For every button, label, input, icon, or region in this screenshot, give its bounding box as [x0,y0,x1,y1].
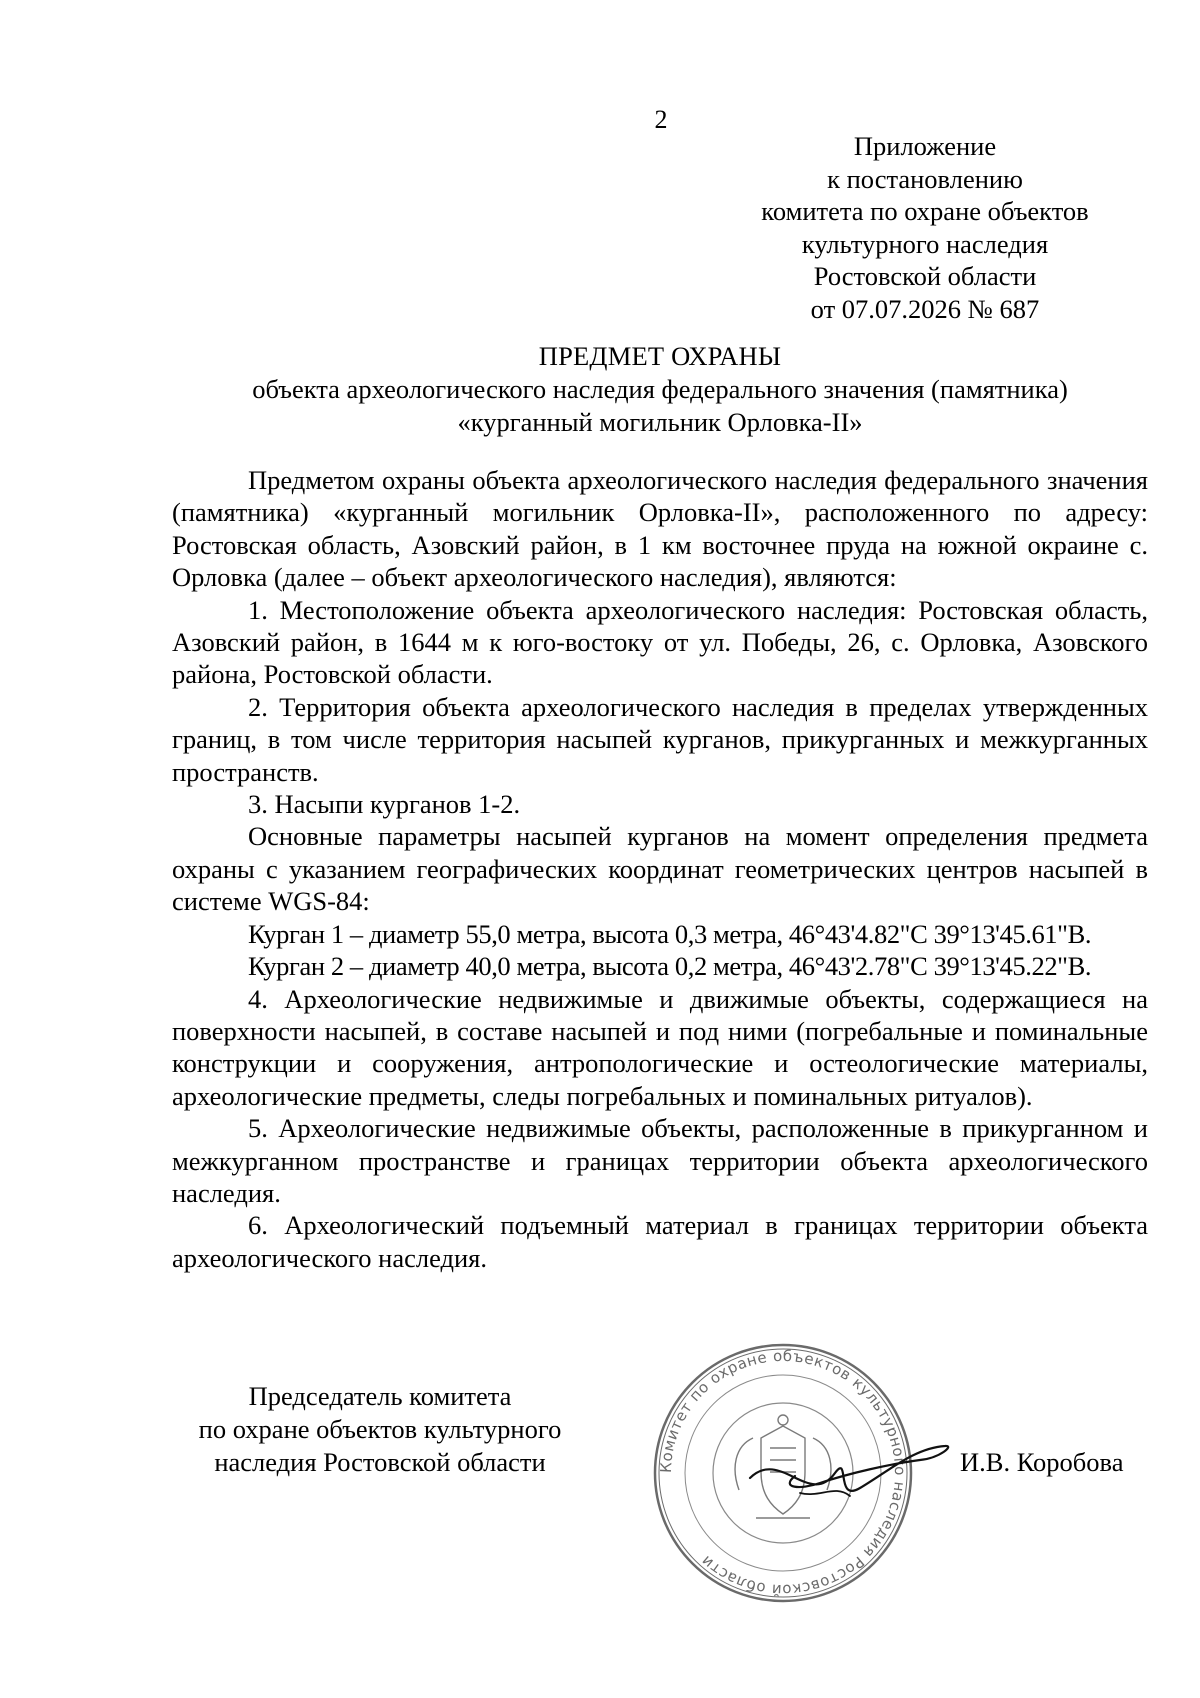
signer-position-line: наследия Ростовской области [214,1447,546,1477]
signer-position [170,1380,590,1479]
appendix-header [740,130,1110,326]
item-4-paragraph: 4. Археологические недвижимые и движимые объекты, содержащиеся на поверхности насыпей, в составе насыпей и под ними (погребальные и поминальные конструкции и сооружения, антропологические и остеологические материалы, археологические предметы, следы погребальных и поминальных ритуалов). [172,983,1148,1111]
title-subtitle: объекта археологического наследия федерального значения (памятника) [252,374,1068,404]
signer-position-line: по охране объектов культурного [198,1414,562,1444]
signer-position-line: Председатель комитета [248,1381,512,1411]
signer-name: И.В. Коробова [960,1447,1124,1477]
appendix-line: комитета по охране объектов [761,196,1089,227]
item-5-paragraph: 5. Археологические недвижимые объекты, расположенные в прикурганном и межкурганном пространстве и границах территории объекта археологического наследия. [172,1113,1148,1208]
params-paragraph: Основные параметры насыпей курганов на момент определения предмета охраны с указанием географических координат геометрических центров насыпей в системе WGS-84: [172,821,1148,917]
document-title [170,340,1150,439]
kurgan-2-paragraph: Курган 2 – диаметр 40,0 метра, высота 0,2 метра, 46°43'2.78"С 39°13'45.22"В. [248,951,1092,982]
title-main: ПРЕДМЕТ ОХРАНЫ [538,341,782,371]
appendix-line: Приложение [853,131,997,161]
intro-paragraph: Предметом охраны объекта археологического наследия федерального значения (памятника) «курганный могильник Орловка-II», расположенного по адресу: Ростовская область, Азовский район, в 1 км восточнее пруда на южной окраине с. Орловка (далее – объект археологического наследия), являются: [172,465,1148,593]
document-body [172,464,1148,1274]
title-object-name: «курганный могильник Орловка-II» [457,407,863,437]
handwritten-signature-icon [740,1418,960,1518]
item-1-paragraph: 1. Местоположение объекта археологического наследия: Ростовская область, Азовский район, в 1644 м к юго-востоку от ул. Победы, 26, с. Орловка, Азовского района, Ростовской области. [172,594,1148,690]
appendix-line: Ростовской области [813,261,1037,292]
kurgan-1-paragraph: Курган 1 – диаметр 55,0 метра, высота 0,3 метра, 46°43'4.82"С 39°13'45.61"В. [248,918,1092,949]
appendix-line: культурного наследия [801,228,1049,259]
page-number: 2 [654,105,668,134]
item-2-paragraph: 2. Территория объекта археологического наследия в пределах утвержденных границ, в том числе территория насыпей курганов, прикурганных и межкурганных пространств. [172,691,1148,787]
appendix-line: к постановлению [827,163,1023,194]
appendix-line: от 07.07.2026 № 687 [810,293,1040,324]
seal-text: Комитет по охране объектов культурного наследия Ростовской области [656,1346,910,1600]
item-3-paragraph: 3. Насыпи курганов 1-2. [248,789,521,820]
item-6-paragraph: 6. Археологический подъемный материал в границах территории объекта археологического наследия. [172,1210,1148,1273]
